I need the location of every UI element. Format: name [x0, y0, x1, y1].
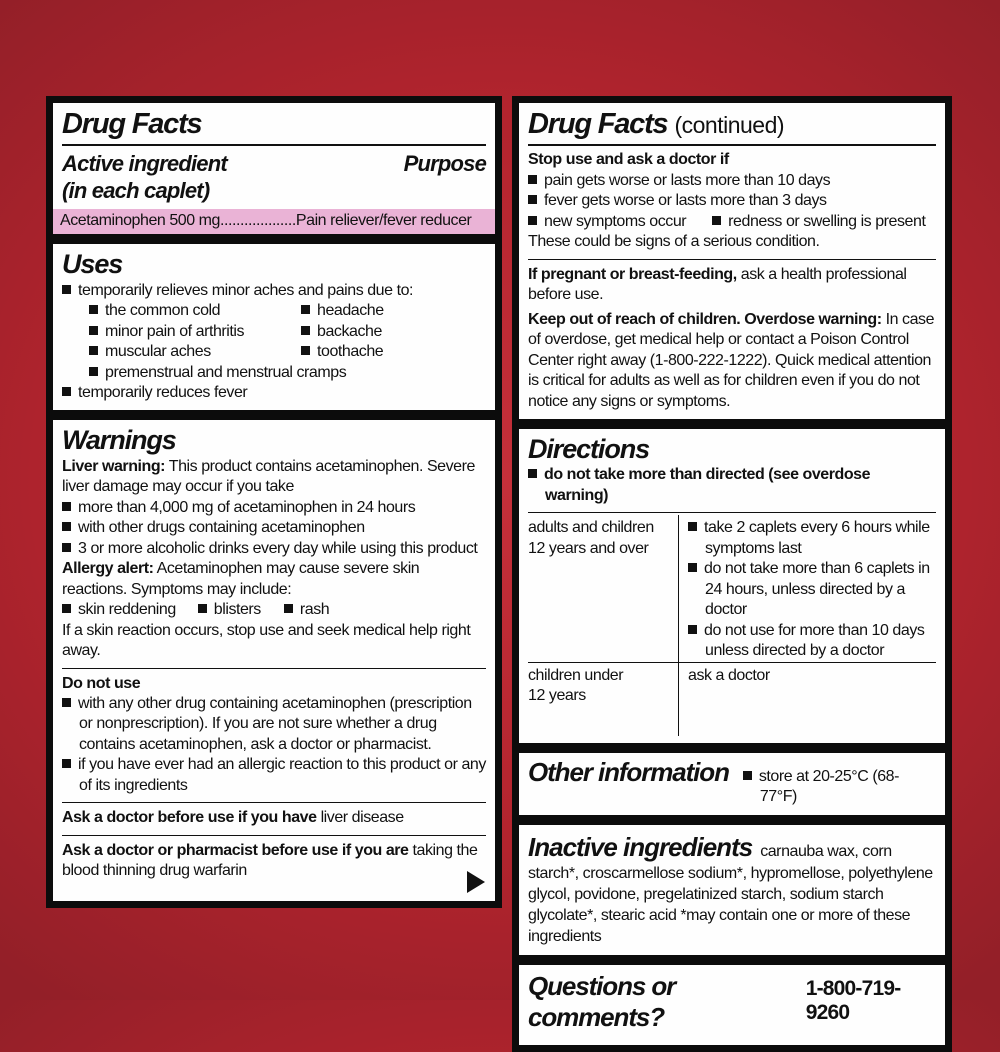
dosage-who: children under [528, 666, 624, 684]
divider [528, 144, 936, 146]
section-warnings [53, 420, 495, 901]
dosage-who-cell [528, 515, 678, 661]
bullet-icon [688, 522, 697, 531]
section-questions [519, 965, 945, 1045]
section-uses [53, 244, 495, 410]
continued-arrow-icon [467, 871, 485, 893]
section-inactive-ingredients [519, 825, 945, 955]
serious-condition-note: These could be signs of a serious condition. [528, 233, 820, 251]
ask-doctor-lead: Ask a doctor before use if you have [62, 809, 317, 827]
dosage-who-cell [528, 662, 678, 736]
do-not-use-item: if you have ever had an allergic reaction to this product or any of its ingredients [78, 756, 486, 794]
ask-pharmacist-text: taking the blood thinning drug warfarin [62, 841, 478, 880]
warnings-title: Warnings [62, 425, 176, 456]
use-item: toothache [317, 343, 384, 361]
stop-use-item: new symptoms occur [544, 212, 687, 230]
section-active-ingredient [53, 103, 495, 234]
bullet-icon [528, 175, 537, 184]
ask-pharmacist-lead: Ask a doctor or pharmacist before use if you are [62, 841, 409, 859]
allergy-alert-text: Acetaminophen may cause severe skin reactions. Symptoms may include: [62, 560, 420, 598]
divider [62, 668, 486, 669]
pregnant-text: ask a health professional before use. [528, 265, 907, 304]
allergy-alert-lead: Allergy alert: [62, 560, 154, 578]
bullet-icon [528, 469, 537, 478]
bullet-icon [284, 604, 293, 613]
dosage-who: adults and children [528, 519, 654, 537]
ask-doctor-text: liver disease [320, 809, 404, 827]
divider [528, 259, 936, 260]
bullet-icon [62, 522, 71, 531]
symptom-item: blisters [213, 601, 261, 619]
warning-item: more than 4,000 mg of acetaminophen in 24 hours [78, 498, 416, 516]
keep-out-lead: Keep out of reach of children. Overdose warning: [528, 310, 882, 328]
divider [62, 835, 486, 836]
bullet-icon [528, 216, 537, 225]
keep-out-text: In case of overdose, get medical help or contact a Poison Control Center right away (1-800-222-1222). Quick medical attention is critical for adults as well as for children even if you do not notice any signs or symptoms. [528, 310, 935, 410]
dosage-instructions-cell [678, 515, 936, 661]
bullet-icon [712, 216, 721, 225]
drug-facts-panel-right [512, 96, 952, 1052]
bullet-icon [62, 543, 71, 552]
dosage-instructions-cell [678, 662, 936, 736]
uses-sublist [89, 301, 486, 362]
use-item: headache [317, 302, 384, 320]
warning-item: 3 or more alcoholic drinks every day while using this product [78, 539, 478, 557]
bullet-icon [301, 346, 310, 355]
stop-use-item: fever gets worse or lasts more than 3 days [544, 192, 827, 210]
stop-use-item: redness or swelling is present [728, 212, 926, 230]
dosage-instruction: take 2 caplets every 6 hours while symptoms last [704, 519, 930, 557]
do-not-use-lead: Do not use [62, 674, 141, 692]
use-item: backache [317, 322, 382, 340]
stop-use-item: pain gets worse or lasts more than 10 days [544, 171, 831, 189]
bullet-icon [62, 387, 71, 396]
continued-label: (continued) [674, 112, 785, 138]
active-ingredient-heading: Active ingredient [62, 151, 227, 177]
dosage-who: 12 years and over [528, 539, 649, 557]
bullet-icon [89, 305, 98, 314]
bullet-icon [528, 195, 537, 204]
bullet-icon [62, 759, 71, 768]
dosage-instruction: do not use for more than 10 days unless directed by a doctor [704, 621, 925, 660]
drug-facts-title: Drug Facts [62, 108, 202, 140]
use-item: minor pain of arthritis [105, 322, 245, 340]
pregnant-lead: If pregnant or breast-feeding, [528, 265, 737, 283]
bullet-icon [743, 771, 752, 780]
other-information-title: Other information [528, 756, 729, 787]
active-ingredient-row: Acetaminophen 500 mg...................Pain reliever/fever reducer [53, 209, 495, 234]
questions-title: Questions or comments? [528, 970, 676, 1032]
uses-intro: temporarily relieves minor aches and pains due to: [78, 281, 414, 299]
bullet-icon [89, 346, 98, 355]
section-continued-warnings [519, 103, 945, 419]
bullet-icon [62, 604, 71, 613]
uses-title: Uses [62, 249, 123, 280]
divider [62, 802, 486, 803]
use-item: temporarily reduces fever [78, 383, 248, 401]
liver-warning-lead: Liver warning: [62, 457, 166, 475]
drug-facts-continued-title: Drug Facts [528, 108, 668, 140]
do-not-use-item: with any other drug containing acetaminophen (prescription or nonprescription). If you are not sure whether a drug contains acetaminophen, ask a doctor or pharmacist. [78, 694, 472, 753]
section-directions [519, 429, 945, 743]
dosage-who: 12 years [528, 687, 586, 705]
directions-title: Directions [528, 433, 650, 464]
bullet-icon [89, 326, 98, 335]
use-item: premenstrual and menstrual cramps [105, 363, 347, 381]
bullet-icon [89, 367, 98, 376]
dosage-instruction: do not take more than 6 caplets in 24 hours, unless directed by a doctor [704, 560, 930, 619]
symptom-item: rash [299, 601, 330, 619]
stop-use-lead: Stop use and ask a doctor if [528, 151, 729, 169]
symptom-item: skin reddening [78, 601, 176, 619]
drug-facts-panel-left [46, 96, 502, 908]
use-item: muscular aches [105, 343, 211, 361]
skin-reaction-note: If a skin reaction occurs, stop use and seek medical help right away. [62, 621, 471, 660]
directions-warning: do not take more than directed (see overdose warning) [544, 466, 871, 504]
inactive-ingredients-title: Inactive ingredients [528, 831, 753, 862]
divider [62, 144, 486, 146]
active-ingredient-subheading: (in each caplet) [62, 177, 210, 203]
inactive-ingredients-text: carnauba wax, corn starch*, croscarmellose sodium*, hypromellose, polyethylene glycol, povidone, pregelatinized starch, sodium starch glycolate*, stearic acid *may contain one or more of these ingredients [528, 842, 933, 945]
warning-item: with other drugs containing acetaminophen [78, 519, 365, 537]
bullet-icon [62, 285, 71, 294]
dosage-table [528, 515, 936, 735]
bullet-icon [62, 698, 71, 707]
use-item: the common cold [105, 302, 221, 320]
bullet-icon [62, 502, 71, 511]
liver-warning-text: This product contains acetaminophen. Severe liver damage may occur if you take [62, 457, 475, 496]
purpose-heading: Purpose [403, 151, 486, 177]
bullet-icon [301, 326, 310, 335]
section-other-information [519, 753, 945, 815]
divider [528, 512, 936, 513]
dosage-instruction: ask a doctor [688, 666, 770, 684]
storage-text: store at 20-25°C (68-77°F) [758, 767, 899, 806]
bullet-icon [688, 625, 697, 634]
bullet-icon [301, 305, 310, 314]
questions-phone: 1-800-719-9260 [805, 976, 901, 1024]
bullet-icon [198, 604, 207, 613]
bullet-icon [688, 563, 697, 572]
